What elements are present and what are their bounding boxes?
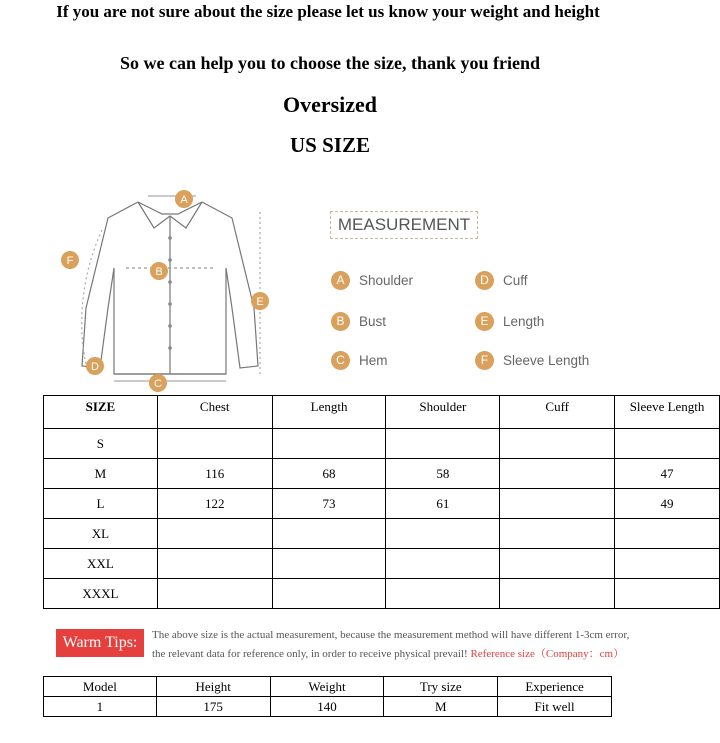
table-cell (272, 549, 386, 579)
table-row (44, 549, 720, 579)
model-info-table (43, 676, 612, 717)
table-row (44, 459, 720, 489)
marker-a (175, 190, 193, 208)
marker-e (251, 292, 269, 310)
size-chart-table (43, 395, 720, 609)
table-cell (615, 429, 720, 459)
table-cell: 47 (615, 459, 720, 489)
legend-badge: A (331, 271, 350, 290)
table-cell (386, 579, 500, 609)
legend-badge: C (331, 351, 350, 370)
table-row (44, 489, 720, 519)
table-cell (386, 519, 500, 549)
header-cuff: Cuff (500, 396, 615, 429)
legend-label: Shoulder (359, 273, 414, 288)
header-chest: Chest (157, 396, 272, 429)
legend-item-hem (331, 351, 388, 370)
header-shoulder: Shoulder (386, 396, 500, 429)
table-cell: XL (44, 519, 158, 549)
measurement-label: MEASUREMENT (330, 211, 478, 239)
svg-text:A: A (180, 194, 188, 206)
shirt-measurement-diagram (50, 188, 290, 393)
marker-f (61, 251, 79, 269)
table-cell: 49 (615, 489, 720, 519)
header-sleeve-length: Sleeve Length (615, 396, 720, 429)
legend-item-bust (331, 312, 386, 331)
table-cell: 116 (157, 459, 272, 489)
table-cell: XXL (44, 549, 158, 579)
header-size: SIZE (44, 396, 158, 429)
table-cell: L (44, 489, 158, 519)
table-cell: 122 (157, 489, 272, 519)
table-cell (157, 519, 272, 549)
legend-item-length (475, 312, 544, 331)
svg-text:E: E (256, 296, 264, 308)
table-row (44, 697, 612, 717)
header-height: Height (156, 677, 270, 697)
table-cell (272, 579, 386, 609)
table-cell (500, 459, 615, 489)
table-cell: 68 (272, 459, 386, 489)
legend-label: Hem (359, 353, 388, 368)
svg-text:C: C (154, 378, 162, 390)
svg-text:F: F (66, 255, 74, 267)
table-cell (272, 519, 386, 549)
table-row (44, 429, 720, 459)
svg-text:D: D (91, 361, 99, 373)
tips-text: the relevant data for reference only, in order to receive physical prevail! (152, 648, 468, 660)
reference-size-note: Reference size（Company：cm） (470, 648, 625, 660)
header-experience: Experience (498, 677, 612, 697)
header-length: Length (272, 396, 386, 429)
table-cell (615, 579, 720, 609)
table-cell (386, 549, 500, 579)
size-system-title: US SIZE (290, 133, 370, 157)
legend-badge: E (475, 312, 494, 331)
table-row (44, 519, 720, 549)
header-try-size: Try size (384, 677, 498, 697)
table-cell (500, 549, 615, 579)
table-cell: 140 (270, 697, 384, 717)
table-cell (500, 579, 615, 609)
table-cell: XXXL (44, 579, 158, 609)
table-cell: 61 (386, 489, 500, 519)
legend-badge: D (475, 271, 494, 290)
size-help-note: If you are not sure about the size please let us know your weight and height (56, 2, 600, 21)
marker-b (150, 262, 168, 280)
table-cell: M (384, 697, 498, 717)
table-cell (157, 579, 272, 609)
table-cell (500, 429, 615, 459)
table-header-row (44, 396, 720, 429)
table-cell (615, 549, 720, 579)
tips-text-line-2 (152, 645, 624, 661)
table-cell (157, 549, 272, 579)
svg-text:B: B (155, 266, 163, 278)
legend-badge: B (331, 312, 350, 331)
marker-d (86, 357, 104, 375)
size-help-note-2: So we can help you to choose the size, thank you friend (119, 53, 541, 73)
legend-label: Length (503, 314, 545, 329)
table-cell (272, 429, 386, 459)
marker-c (149, 374, 167, 392)
header-weight: Weight (270, 677, 384, 697)
table-cell (386, 429, 500, 459)
legend-item-shoulder (331, 271, 413, 290)
warm-tips-badge: Warm Tips: (56, 629, 144, 657)
table-cell (500, 489, 615, 519)
fit-title: Oversized (282, 92, 378, 117)
legend-item-cuff (475, 271, 528, 290)
tips-text-line-1: The above size is the actual measurement, because the measurement method will have different 1-3cm error, (152, 629, 630, 641)
table-cell: 175 (156, 697, 270, 717)
table-cell: 1 (44, 697, 157, 717)
table-cell (157, 429, 272, 459)
table-cell: M (44, 459, 158, 489)
table-header-row (44, 677, 612, 697)
legend-label: Bust (359, 314, 387, 329)
table-cell: 58 (386, 459, 500, 489)
legend-badge: F (475, 351, 494, 370)
table-cell: S (44, 429, 158, 459)
table-cell: Fit well (498, 697, 612, 717)
header-model: Model (44, 677, 157, 697)
table-cell: 73 (272, 489, 386, 519)
legend-label: Sleeve Length (503, 353, 590, 368)
table-cell (500, 519, 615, 549)
legend-label: Cuff (503, 273, 528, 288)
table-cell (615, 519, 720, 549)
legend-item-sleeve-length (475, 351, 589, 370)
table-row (44, 579, 720, 609)
